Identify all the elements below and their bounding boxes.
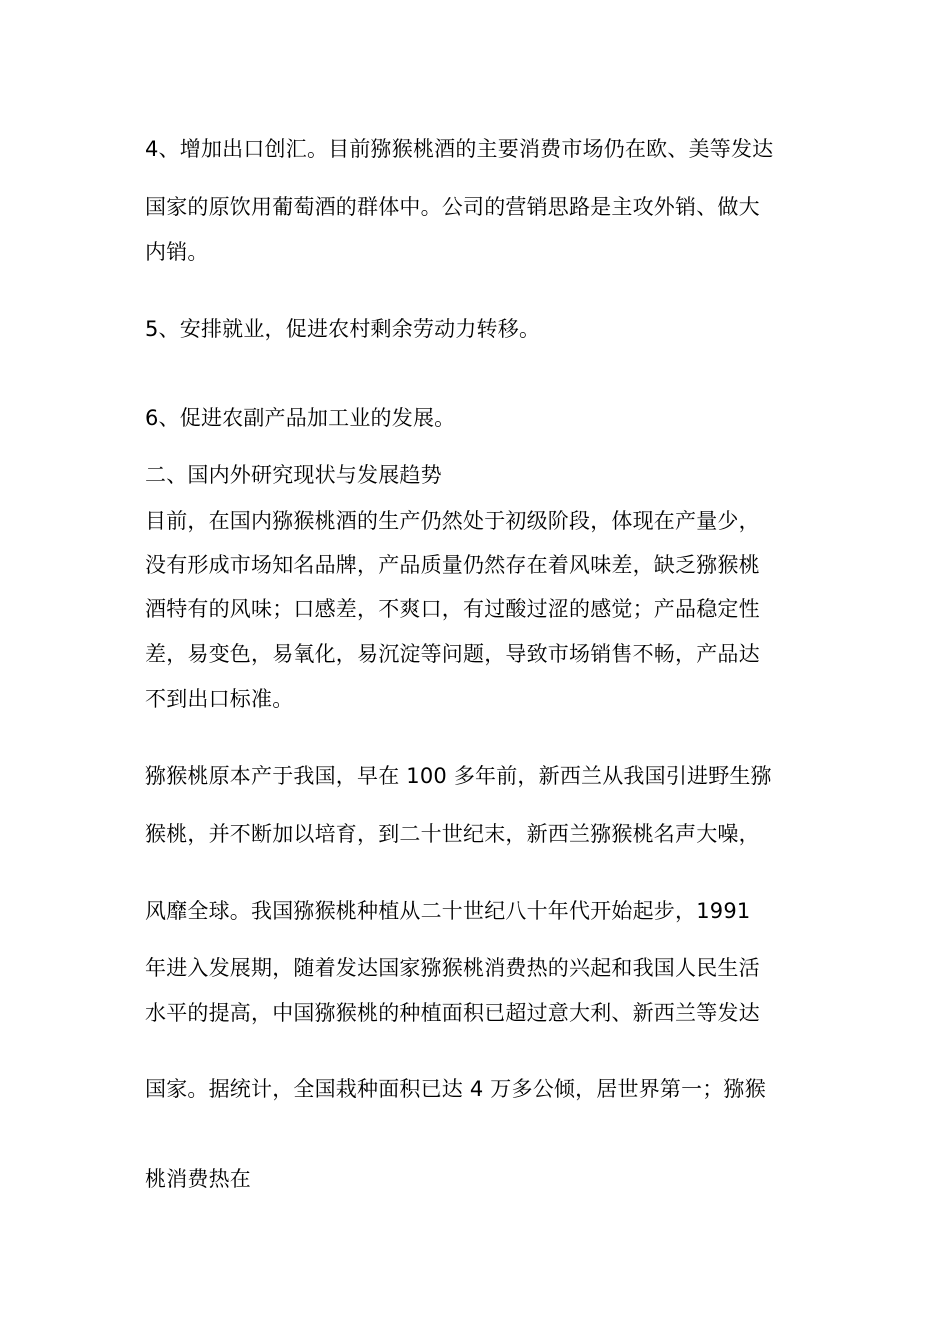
text-line: 猕猴桃原本产于我国，早在 100 多年前，新西兰从我国引进野生猕 xyxy=(145,764,772,788)
text-line: 差，易变色，易氧化，易沉淀等问题，导致市场销售不畅，产品达 xyxy=(145,642,760,666)
text-line: 5、安排就业，促进农村剩余劳动力转移。 xyxy=(145,317,541,341)
text-line: 4、增加出口创汇。目前猕猴桃酒的主要消费市场仍在欧、美等发达 xyxy=(145,137,774,161)
text-line: 没有形成市场知名品牌，产品质量仍然存在着风味差，缺乏猕猴桃 xyxy=(145,553,760,577)
text-line: 内销。 xyxy=(145,240,209,264)
text-line: 桃消费热在 xyxy=(145,1167,251,1191)
text-line: 6、促进农副产品加工业的发展。 xyxy=(145,406,456,430)
text-line: 目前，在国内猕猴桃酒的生产仍然处于初级阶段，体现在产量少， xyxy=(145,509,760,533)
text-line: 水平的提高，中国猕猴桃的种植面积已超过意大利、新西兰等发达 xyxy=(145,1001,760,1025)
text-line: 不到出口标准。 xyxy=(145,687,294,711)
text-line: 国家的原饮用葡萄酒的群体中。公司的营销思路是主攻外销、做大 xyxy=(145,195,760,219)
text-line: 猴桃，并不断加以培育，到二十世纪末，新西兰猕猴桃名声大噪， xyxy=(145,822,760,846)
section-heading: 二、国内外研究现状与发展趋势 xyxy=(145,463,442,487)
text-line: 国家。据统计，全国栽种面积已达 4 万多公倾，居世界第一；猕猴 xyxy=(145,1077,766,1101)
text-line: 风靡全球。我国猕猴桃种植从二十世纪八十年代开始起步，1991 xyxy=(145,899,751,923)
text-line: 酒特有的风味；口感差，不爽口，有过酸过涩的感觉；产品稳定性 xyxy=(145,597,760,621)
text-line: 年进入发展期，随着发达国家猕猴桃消费热的兴起和我国人民生活 xyxy=(145,956,760,980)
